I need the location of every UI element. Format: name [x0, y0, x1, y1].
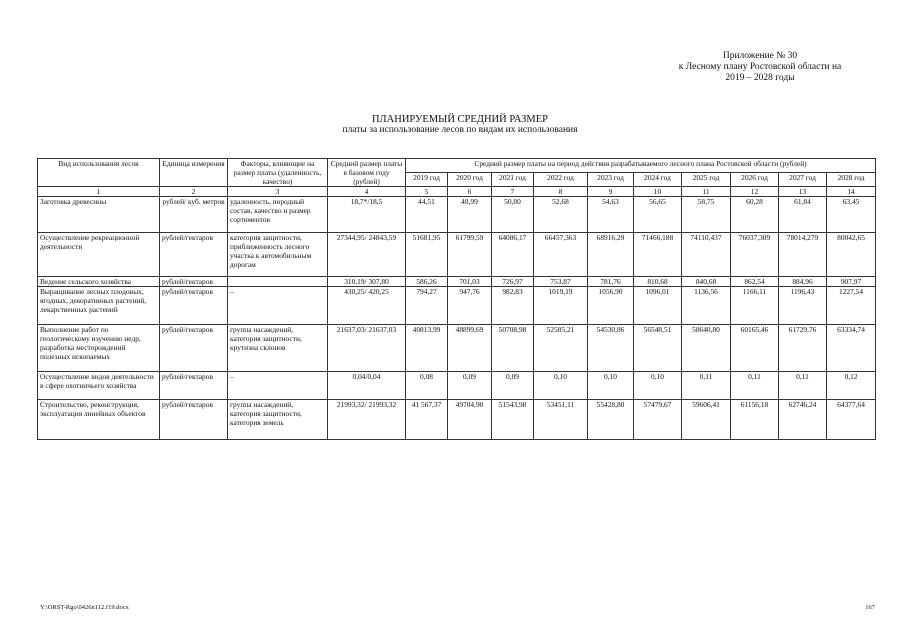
col-number: 2 [160, 187, 228, 197]
col-number: 3 [228, 187, 328, 197]
row-factors: группа насаждений, категория защитности, крутизна склонов [228, 325, 328, 372]
col-number: 9 [588, 187, 634, 197]
header-period: Средний размер платы на период действия разрабатываемого лесного плана Ростовской области (рублей) [406, 159, 876, 173]
header-unit: Единица измерения [160, 159, 228, 187]
row-value: 51543,98 [492, 400, 534, 440]
row-value: 48,99 [448, 197, 492, 233]
col-number: 6 [448, 187, 492, 197]
row-factors: – [228, 372, 328, 400]
row-value: 0,11 [779, 372, 827, 400]
row-unit: рублей/гектаров [160, 287, 228, 325]
row-value: 0,08 [406, 372, 448, 400]
annex-header [640, 51, 880, 84]
col-number: 5 [406, 187, 448, 197]
row-value: 862,54 [731, 277, 779, 287]
row-value: 71466,188 [634, 233, 682, 277]
col-number: 10 [634, 187, 682, 197]
row-base: 21993,32/ 21993,32 [328, 400, 406, 440]
table-row [38, 233, 876, 277]
table-row [38, 400, 876, 440]
row-value: 753,87 [534, 277, 588, 287]
row-type: Выращивание лесных плодовых, ягодных, декоративных растений, лекарственных растений [38, 287, 160, 325]
column-number-row [38, 187, 876, 197]
row-value: 76037,309 [731, 233, 779, 277]
col-number: 1 [38, 187, 160, 197]
header-year: 2022 год [534, 173, 588, 187]
col-number: 4 [328, 187, 406, 197]
header-year: 2024 год [634, 173, 682, 187]
row-value: 794,27 [406, 287, 448, 325]
header-row-1 [38, 159, 876, 173]
row-value: 61799,59 [448, 233, 492, 277]
row-value: 1227,54 [827, 287, 876, 325]
header-type: Вид использования лесов [38, 159, 160, 187]
row-value: 41 567,37 [406, 400, 448, 440]
row-value: 0,09 [448, 372, 492, 400]
header-base: Средний размер платы в базовом году (рублей) [328, 159, 406, 187]
title-sub: платы за использование лесов по видам их использования [342, 125, 578, 135]
footer-file-path: Y:\ORST-Rgo\0426n112.f19.docx [40, 604, 129, 611]
row-value: 52,68 [534, 197, 588, 233]
row-value: 58,75 [682, 197, 731, 233]
row-value: 74110,437 [682, 233, 731, 277]
footer-page-number: 167 [865, 604, 875, 611]
row-factors: категория защитности, приближенность лесного участка к автомобильным дорогам [228, 233, 328, 277]
col-number: 11 [682, 187, 731, 197]
row-unit: рублей/гектаров [160, 372, 228, 400]
header-factors: Факторы, влияющие на размер платы (удаленность, качество) [228, 159, 328, 187]
header-year: 2021 год [492, 173, 534, 187]
row-unit: рублей/гектаров [160, 400, 228, 440]
header-year: 2019 год [406, 173, 448, 187]
row-value: 840,68 [682, 277, 731, 287]
row-unit: рублей/гектаров [160, 325, 228, 372]
row-value: 51681,95 [406, 233, 448, 277]
row-value: 50,80 [492, 197, 534, 233]
row-value: 62746,24 [779, 400, 827, 440]
document-title [200, 114, 720, 136]
row-factors [228, 277, 328, 287]
row-value: 1056,90 [588, 287, 634, 325]
row-value: 63,45 [827, 197, 876, 233]
row-value: 58640,80 [682, 325, 731, 372]
row-value: 884,96 [779, 277, 827, 287]
header-year: 2023 год [588, 173, 634, 187]
row-value: 907,97 [827, 277, 876, 287]
table-row [38, 372, 876, 400]
row-factors: группа насаждений, категория защитности, категория земель [228, 400, 328, 440]
row-value: 947,76 [448, 287, 492, 325]
row-value: 78014,279 [779, 233, 827, 277]
header-year: 2025 год [682, 173, 731, 187]
row-value: 726,97 [492, 277, 534, 287]
row-type: Ведение сельского хозяйства [38, 277, 160, 287]
row-value: 1019,19 [534, 287, 588, 325]
row-value: 54,63 [588, 197, 634, 233]
row-value: 49704,90 [448, 400, 492, 440]
col-number: 7 [492, 187, 534, 197]
row-type: Заготовка древесины [38, 197, 160, 233]
header-year: 2020 год [448, 173, 492, 187]
row-type: Строительство, реконструкция, эксплуатация линейных объектов [38, 400, 160, 440]
row-type: Осуществление рекреационной деятельности [38, 233, 160, 277]
row-value: 0,09 [492, 372, 534, 400]
row-value: 60165,46 [731, 325, 779, 372]
row-base: 27344,95/ 24843,59 [328, 233, 406, 277]
row-value: 54530,86 [588, 325, 634, 372]
row-value: 63334,74 [827, 325, 876, 372]
row-value: 48899,69 [448, 325, 492, 372]
table-row [38, 287, 876, 325]
row-value: 57479,67 [634, 400, 682, 440]
row-value: 59606,41 [682, 400, 731, 440]
table-row [38, 325, 876, 372]
row-unit: рублей/гектаров [160, 233, 228, 277]
row-base: 18,7*/18,5 [328, 197, 406, 233]
row-value: 1096,01 [634, 287, 682, 325]
row-unit: рублей/гектаров [160, 277, 228, 287]
row-value: 50708,98 [492, 325, 534, 372]
col-number: 12 [731, 187, 779, 197]
row-base: 21637,03/ 21637,03 [328, 325, 406, 372]
col-number: 8 [534, 187, 588, 197]
header-year: 2028 год [827, 173, 876, 187]
payment-table [37, 158, 876, 440]
row-base: 310,19/ 307,80 [328, 277, 406, 287]
row-type: Выполнение работ по геологическому изучению недр, разработка месторождений полезных ископаемых [38, 325, 160, 372]
title-main: ПЛАНИРУЕМЫЙ СРЕДНИЙ РАЗМЕР [371, 114, 549, 125]
row-value: 0,10 [588, 372, 634, 400]
row-base: 0,04/0,04 [328, 372, 406, 400]
row-value: 810,68 [634, 277, 682, 287]
table-row [38, 197, 876, 233]
row-value: 40813,99 [406, 325, 448, 372]
row-value: 44,51 [406, 197, 448, 233]
row-unit: рублей/ куб. метров [160, 197, 228, 233]
row-value: 55428,80 [588, 400, 634, 440]
annex-line-1: Приложение № 30 [722, 51, 798, 61]
row-value: 1166,11 [731, 287, 779, 325]
row-value: 52585,21 [534, 325, 588, 372]
row-value: 0,12 [827, 372, 876, 400]
row-factors: удаленность, породный состав, качество и размер сортиментов [228, 197, 328, 233]
row-value: 982,83 [492, 287, 534, 325]
row-value: 1196,43 [779, 287, 827, 325]
annex-line-2: к Лесному плану Ростовской области на [678, 62, 842, 72]
table-row [38, 277, 876, 287]
row-value: 0,10 [534, 372, 588, 400]
annex-line-3: 2019 – 2028 годы [725, 73, 795, 83]
row-value: 1136,56 [682, 287, 731, 325]
row-value: 53451,11 [534, 400, 588, 440]
col-number: 13 [779, 187, 827, 197]
row-value: 61156,18 [731, 400, 779, 440]
row-value: 0,11 [731, 372, 779, 400]
row-value: 66457,363 [534, 233, 588, 277]
row-value: 68916,29 [588, 233, 634, 277]
col-number: 14 [827, 187, 876, 197]
row-value: 80042,65 [827, 233, 876, 277]
row-value: 61729,76 [779, 325, 827, 372]
row-value: 781,76 [588, 277, 634, 287]
row-value: 56,65 [634, 197, 682, 233]
row-value: 0,11 [682, 372, 731, 400]
row-value: 60,28 [731, 197, 779, 233]
row-value: 61,84 [779, 197, 827, 233]
header-year: 2027 год [779, 173, 827, 187]
row-value: 64377,64 [827, 400, 876, 440]
row-factors: – [228, 287, 328, 325]
row-base: 430,25/ 420,25 [328, 287, 406, 325]
row-value: 0,10 [634, 372, 682, 400]
row-value: 64086,17 [492, 233, 534, 277]
header-year: 2026 год [731, 173, 779, 187]
row-value: 701,03 [448, 277, 492, 287]
row-type: Осуществление видов деятельности в сфере охотничьего хозяйства [38, 372, 160, 400]
row-value: 586,26 [406, 277, 448, 287]
row-value: 56548,51 [634, 325, 682, 372]
